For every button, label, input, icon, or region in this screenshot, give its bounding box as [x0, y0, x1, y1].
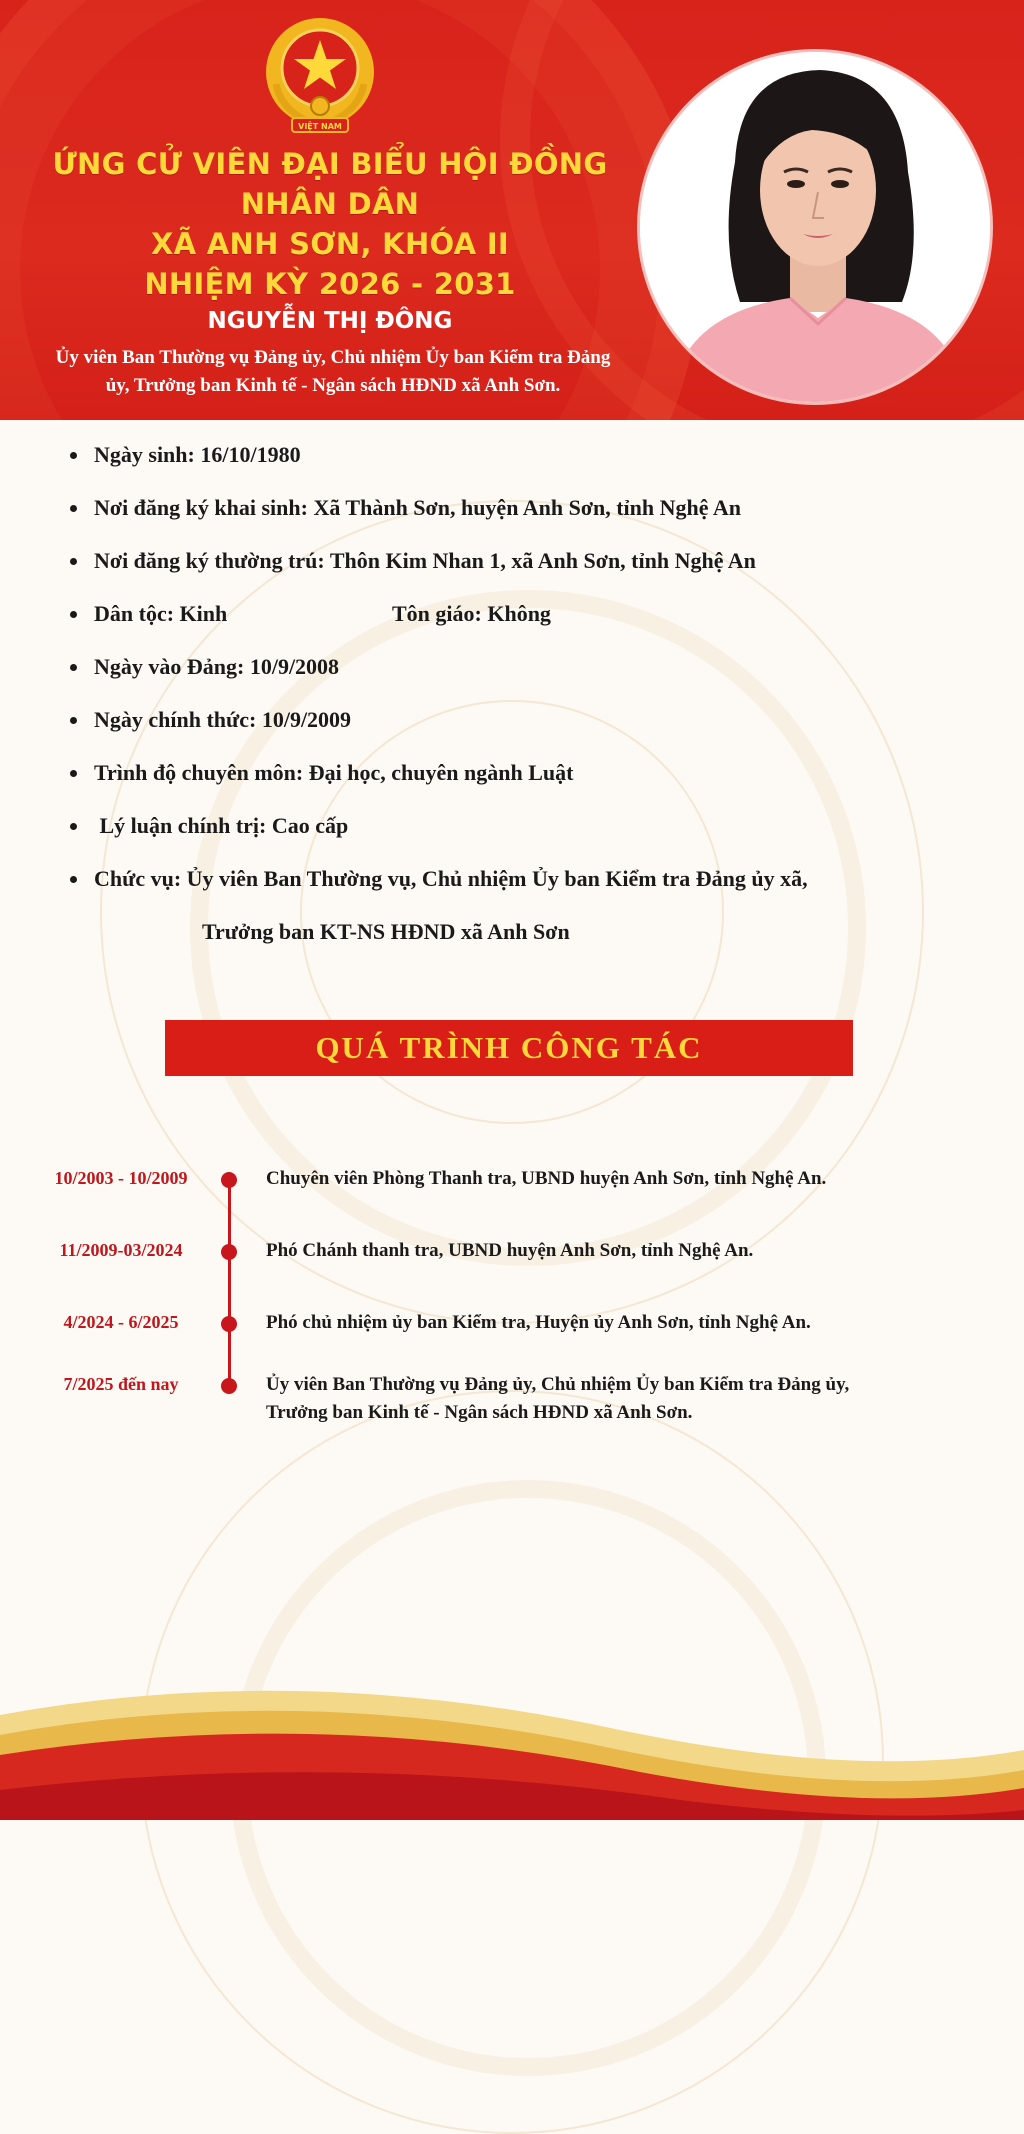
timeline-dot [221, 1172, 237, 1188]
timeline-period: 10/2003 - 10/2009 [54, 1168, 188, 1188]
timeline-dot [221, 1244, 237, 1260]
emblem-text: VIỆT NAM [298, 122, 342, 131]
info-education: Trình độ chuyên môn: Đại học, chuyên ngành Luật [68, 758, 968, 811]
national-emblem-icon [262, 14, 378, 142]
timeline-period: 7/2025 đến nay [63, 1374, 179, 1394]
candidate-role [8, 344, 658, 400]
timeline-description: Phó Chánh thanh tra, UBND huyện Anh Sơn, tỉnh Nghệ An. [266, 1240, 754, 1261]
info-ethnicity-religion [68, 599, 968, 652]
info-ethnicity: Dân tộc: Kinh [94, 601, 228, 626]
page-title [0, 144, 660, 304]
title-line: ỨNG CỬ VIÊN ĐẠI BIỂU HỘI ĐỒNG NHÂN DÂN [52, 147, 608, 221]
header-banner [0, 0, 1024, 420]
role-line: Ủy viên Ban Thường vụ Đảng ủy, Chủ nhiệm Ủy ban Kiểm tra Đảng [55, 347, 611, 368]
info-party-official: Ngày chính thức: 10/9/2009 [68, 705, 968, 758]
title-line: NHIỆM KỲ 2026 - 2031 [144, 267, 516, 301]
timeline-description: Phó chủ nhiệm ủy ban Kiểm tra, Huyện ủy Anh Sơn, tỉnh Nghệ An. [266, 1312, 811, 1333]
candidate-name: NGUYỄN THỊ ĐÔNG [207, 308, 453, 334]
info-party-join: Ngày vào Đảng: 10/9/2008 [68, 652, 968, 705]
timeline-description: Chuyên viên Phòng Thanh tra, UBND huyện Anh Sơn, tỉnh Nghệ An. [266, 1168, 827, 1189]
info-position-continued: Trưởng ban KT-NS HĐND xã Anh Sơn [202, 919, 570, 944]
candidate-portrait [640, 52, 990, 402]
timeline-description-line: Trưởng ban Kinh tế - Ngân sách HĐND xã Anh Sơn. [266, 1402, 693, 1423]
timeline-dot [221, 1378, 237, 1394]
footer-wave [0, 1660, 1024, 1820]
personal-info-list [68, 440, 968, 970]
info-religion: Tôn giáo: Không [392, 601, 551, 626]
timeline-period: 11/2009-03/2024 [59, 1240, 183, 1260]
role-line: ủy, Trưởng ban Kinh tế - Ngân sách HĐND xã Anh Sơn. [105, 375, 561, 396]
timeline-dot [221, 1316, 237, 1332]
title-line: XÃ ANH SƠN, KHÓA II [150, 227, 510, 261]
info-political-theory: Lý luận chính trị: Cao cấp [68, 811, 968, 864]
work-history-heading: QUÁ TRÌNH CÔNG TÁC [165, 1020, 853, 1076]
timeline-description-line: Ủy viên Ban Thường vụ Đảng ủy, Chủ nhiệm Ủy ban Kiểm tra Đảng ủy, [266, 1374, 850, 1395]
timeline-line [228, 1180, 231, 1386]
timeline-period: 4/2024 - 6/2025 [63, 1312, 179, 1332]
info-birth-date: Ngày sinh: 16/10/1980 [68, 440, 968, 493]
info-birth-place: Nơi đăng ký khai sinh: Xã Thành Sơn, huyện Anh Sơn, tỉnh Nghệ An [68, 493, 968, 546]
timeline-description [266, 1371, 956, 1427]
info-residence: Nơi đăng ký thường trú: Thôn Kim Nhan 1, xã Anh Sơn, tỉnh Nghệ An [68, 546, 968, 599]
info-position: Chức vụ: Ủy viên Ban Thường vụ, Chủ nhiệm Ủy ban Kiểm tra Đảng ủy xã, [68, 864, 968, 917]
portrait-illustration [640, 52, 990, 402]
